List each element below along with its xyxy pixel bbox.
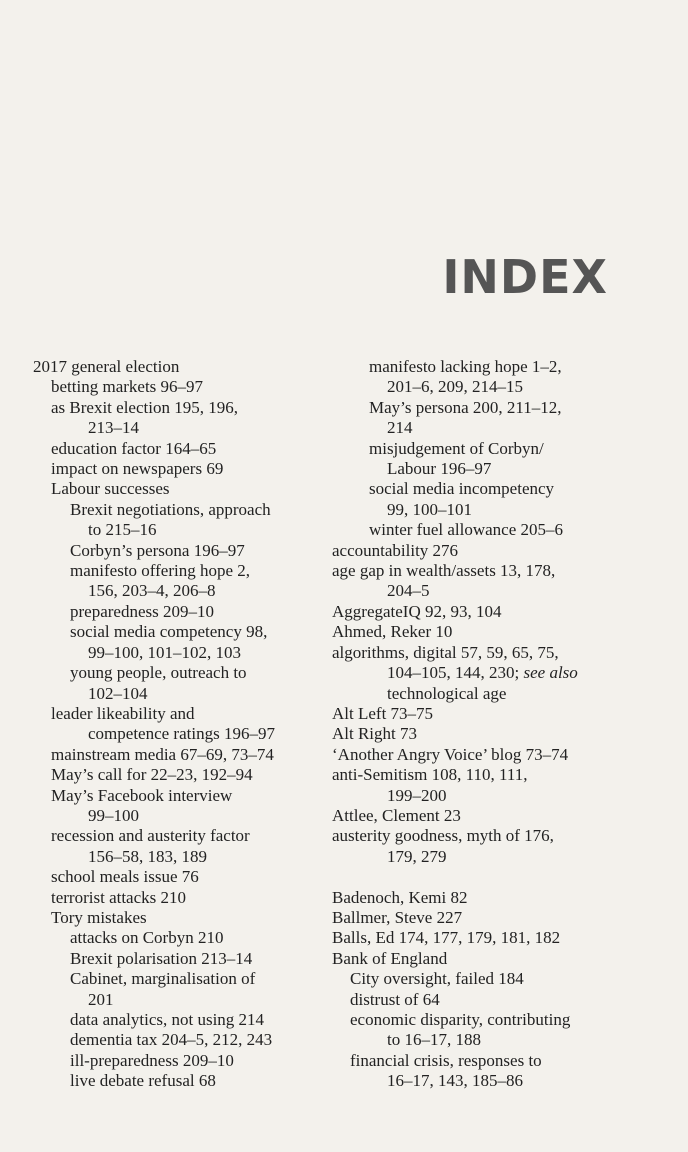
index-entry-text: data analytics, not using 214 bbox=[70, 1010, 265, 1029]
index-entry bbox=[33, 847, 323, 867]
index-entry bbox=[33, 643, 323, 663]
index-entry-text: social media incompetency bbox=[369, 479, 555, 499]
index-entry-text: Labour successes bbox=[51, 479, 170, 499]
index-entry-text: school meals issue 76 bbox=[51, 867, 199, 887]
index-entry-text: 156–58, 183, 189 bbox=[88, 846, 207, 866]
index-entry-text: leader likeability and bbox=[51, 703, 195, 723]
index-entry bbox=[33, 581, 323, 601]
index-entry bbox=[332, 786, 632, 806]
index-entry-text: May’s call for 22–23, 192–94 bbox=[51, 765, 253, 785]
index-entry-text: accountability 276 bbox=[332, 540, 459, 560]
index-entry bbox=[332, 418, 632, 438]
index-entry bbox=[33, 867, 323, 887]
index-entry-text: financial crisis, responses to bbox=[350, 1050, 542, 1070]
index-entry-text: Brexit polarisation 213–14 bbox=[70, 948, 253, 968]
index-entry-text: 16–17, 143, 185–86 bbox=[387, 1071, 523, 1091]
index-entry bbox=[332, 704, 632, 724]
index-entry bbox=[33, 1071, 323, 1091]
index-entry-text: economic disparity, contributing bbox=[350, 1009, 571, 1029]
index-entry bbox=[33, 418, 323, 438]
index-entry-text: manifesto offering hope 2, bbox=[70, 561, 251, 581]
index-entry bbox=[33, 786, 323, 806]
index-entry-text: misjudgement of Corbyn/ bbox=[369, 438, 544, 458]
index-entry-text: 199–200 bbox=[387, 785, 447, 805]
index-entry-text: Labour 196–97 bbox=[387, 459, 492, 479]
index-entry-text: algorithms, digital 57, 59, 65, 75, bbox=[332, 642, 559, 662]
index-entry-text: Corbyn’s persona 196–97 bbox=[70, 540, 245, 560]
index-entry bbox=[332, 969, 632, 989]
index-entry bbox=[332, 398, 632, 418]
index-entry bbox=[332, 1030, 632, 1050]
index-entry bbox=[332, 745, 632, 765]
index-entry-text: dementia tax 204–5, 212, 243 bbox=[70, 1030, 273, 1050]
index-column-left bbox=[33, 357, 323, 1092]
index-entry-text: AggregateIQ 92, 93, 104 bbox=[332, 601, 502, 621]
index-entry-text: age gap in wealth/assets 13, 178, bbox=[332, 561, 556, 581]
index-entry-text: to 16–17, 188 bbox=[387, 1030, 481, 1050]
index-entry-text: Alt Left 73–75 bbox=[332, 703, 434, 723]
index-entry-text: Brexit negotiations, approach bbox=[70, 499, 271, 519]
index-entry bbox=[332, 1010, 632, 1030]
index-entry-text: to 215–16 bbox=[88, 520, 157, 540]
index-entry-text: attacks on Corbyn 210 bbox=[70, 928, 224, 948]
index-entry bbox=[332, 439, 632, 459]
index-entry bbox=[33, 969, 323, 989]
index-entry-text: Cabinet, marginalisation of bbox=[70, 969, 256, 989]
index-entry bbox=[33, 928, 323, 948]
index-entry bbox=[33, 826, 323, 846]
index-entry bbox=[332, 765, 632, 785]
index-entry-text: technological age bbox=[387, 683, 507, 703]
index-entry bbox=[332, 541, 632, 561]
index-entry-text: Badenoch, Kemi 82 bbox=[332, 887, 468, 907]
index-entry bbox=[33, 398, 323, 418]
index-entry bbox=[33, 806, 323, 826]
index-entry bbox=[332, 459, 632, 479]
index-entry-text: manifesto lacking hope 1–2, bbox=[369, 357, 562, 376]
index-entry-text: Alt Right 73 bbox=[332, 724, 418, 744]
index-column-right bbox=[332, 357, 632, 1092]
index-entry bbox=[332, 908, 632, 928]
index-entry-text: 201–6, 209, 214–15 bbox=[387, 377, 523, 397]
index-entry-text: Attlee, Clement 23 bbox=[332, 805, 461, 825]
index-entry bbox=[33, 1010, 323, 1030]
index-cross-reference: see also bbox=[523, 663, 578, 683]
index-entry bbox=[332, 684, 632, 704]
index-entry bbox=[332, 663, 632, 683]
index-entry bbox=[332, 479, 632, 499]
index-entry bbox=[332, 377, 632, 397]
index-entry bbox=[332, 520, 632, 540]
index-entry bbox=[33, 541, 323, 561]
index-entry-text: Ballmer, Steve 227 bbox=[332, 907, 463, 927]
index-entry-text: 179, 279 bbox=[387, 846, 447, 866]
index-entry bbox=[33, 377, 323, 397]
index-entry-text: education factor 164–65 bbox=[51, 438, 217, 458]
index-entry bbox=[332, 1051, 632, 1071]
index-entry-text: as Brexit election 195, 196, bbox=[51, 397, 238, 417]
index-entry-text: May’s persona 200, 211–12, bbox=[369, 397, 562, 417]
index-entry-text: 99–100, 101–102, 103 bbox=[88, 642, 241, 662]
index-entry-text: competence ratings 196–97 bbox=[88, 724, 275, 744]
index-entry bbox=[33, 459, 323, 479]
index-entry-text: 102–104 bbox=[88, 683, 148, 703]
index-entry-text: Ahmed, Reker 10 bbox=[332, 622, 453, 642]
index-entry bbox=[332, 990, 632, 1010]
index-entry bbox=[33, 439, 323, 459]
index-entry bbox=[332, 643, 632, 663]
index-entry-text: winter fuel allowance 205–6 bbox=[369, 520, 564, 540]
index-entry-text: impact on newspapers 69 bbox=[51, 459, 224, 479]
index-entry bbox=[33, 357, 323, 377]
index-entry bbox=[33, 1030, 323, 1050]
index-entry bbox=[332, 602, 632, 622]
index-entry bbox=[332, 357, 632, 377]
index-entry-text: 2017 general election bbox=[33, 357, 180, 376]
index-entry-text: young people, outreach to bbox=[70, 663, 247, 683]
index-gap bbox=[332, 867, 632, 887]
index-entry bbox=[332, 724, 632, 744]
index-entry bbox=[332, 928, 632, 948]
index-entry bbox=[332, 500, 632, 520]
index-entry bbox=[33, 888, 323, 908]
index-entry-text: betting markets 96–97 bbox=[51, 377, 204, 397]
index-entry bbox=[33, 704, 323, 724]
index-entry bbox=[33, 765, 323, 785]
index-entry-text: 99, 100–101 bbox=[387, 499, 472, 519]
index-entry-text: live debate refusal 68 bbox=[70, 1071, 216, 1091]
index-entry bbox=[33, 684, 323, 704]
index-entry bbox=[33, 520, 323, 540]
index-entry bbox=[33, 949, 323, 969]
index-entry bbox=[33, 622, 323, 642]
index-entry-text: Balls, Ed 174, 177, 179, 181, 182 bbox=[332, 928, 561, 948]
index-entry bbox=[33, 602, 323, 622]
index-entry-text: preparedness 209–10 bbox=[70, 601, 214, 621]
index-entry bbox=[33, 561, 323, 581]
index-entry-text: Tory mistakes bbox=[51, 907, 147, 927]
index-entry bbox=[332, 826, 632, 846]
index-entry bbox=[33, 908, 323, 928]
index-entry-text: 214 bbox=[387, 418, 413, 438]
index-entry-text: recession and austerity factor bbox=[51, 826, 250, 846]
index-entry bbox=[33, 500, 323, 520]
index-entry bbox=[33, 745, 323, 765]
index-entry-text: 99–100 bbox=[88, 805, 139, 825]
index-entry-text: austerity goodness, myth of 176, bbox=[332, 826, 554, 846]
index-entry-text: 213–14 bbox=[88, 418, 139, 438]
index-entry-text: ill-preparedness 209–10 bbox=[70, 1050, 234, 1070]
index-entry bbox=[332, 806, 632, 826]
index-entry-text: terrorist attacks 210 bbox=[51, 887, 187, 907]
page-title: INDEX bbox=[442, 250, 608, 304]
index-entry bbox=[332, 888, 632, 908]
index-entry bbox=[33, 663, 323, 683]
index-entry-text: social media competency 98, bbox=[70, 622, 268, 642]
index-entry bbox=[332, 561, 632, 581]
index-entry bbox=[332, 949, 632, 969]
index-entry bbox=[332, 622, 632, 642]
index-entry bbox=[332, 1071, 632, 1091]
index-entry bbox=[332, 847, 632, 867]
index-entry-text: ‘Another Angry Voice’ blog 73–74 bbox=[332, 744, 569, 764]
index-entry bbox=[33, 1051, 323, 1071]
index-entry-text: 201 bbox=[88, 989, 114, 1009]
index-entry bbox=[332, 581, 632, 601]
index-entry-text: anti-Semitism 108, 110, 111, bbox=[332, 765, 528, 785]
index-entry-text: May’s Facebook interview bbox=[51, 785, 233, 805]
index-entry-text: mainstream media 67–69, 73–74 bbox=[51, 744, 274, 764]
index-entry-text: 104–105, 144, 230; bbox=[387, 663, 524, 683]
index-entry-text: distrust of 64 bbox=[350, 989, 440, 1009]
index-entry-text: 204–5 bbox=[387, 581, 430, 601]
index-entry bbox=[33, 724, 323, 744]
index-entry-text: Bank of England bbox=[332, 948, 448, 968]
index-entry-text: 156, 203–4, 206–8 bbox=[88, 581, 216, 601]
index-entry-text: City oversight, failed 184 bbox=[350, 969, 524, 989]
index-entry bbox=[33, 479, 323, 499]
index-entry bbox=[33, 990, 323, 1010]
